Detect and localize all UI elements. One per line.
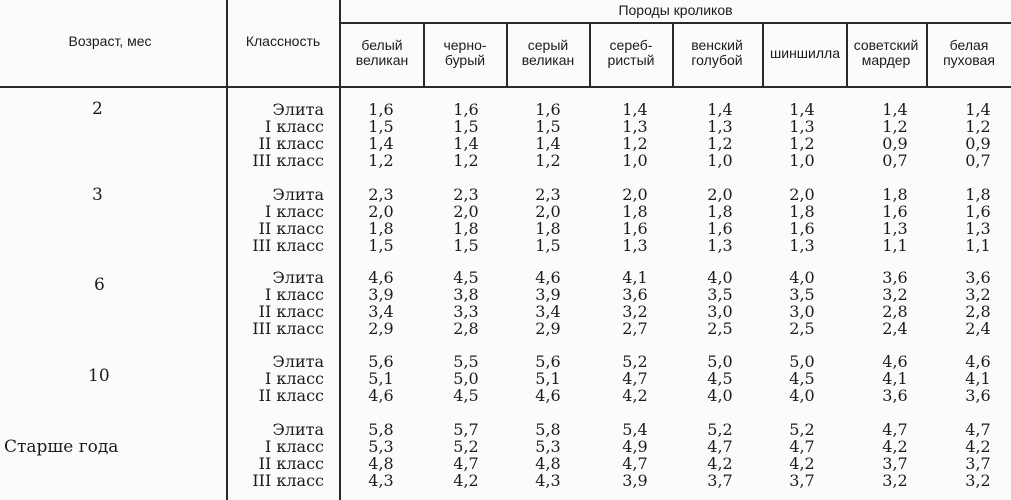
value-cell: 4,6 [368,386,394,405]
class-list [244,269,324,337]
value-cell: 1,3 [622,117,648,136]
divider-age-class [226,0,228,500]
value-cell: 3,6 [882,386,908,405]
breeds-title-rule [339,22,1011,24]
class-label: Элита [272,100,324,119]
value-cell: 3,2 [965,471,991,490]
value-cell: 4,2 [882,437,908,456]
value-cell: 2,0 [622,185,648,204]
class-label: III класс [252,471,324,490]
breeds-title: Породы кроликов [618,2,733,18]
age-label: 3 [92,185,103,205]
value-column [688,101,752,169]
value-cell: 1,3 [882,219,908,238]
value-column [349,421,413,489]
value-column [516,269,580,337]
breed-divider [672,22,674,86]
value-cell: 1,4 [789,100,815,119]
value-cell: 1,6 [368,100,394,119]
value-cell: 5,4 [622,420,648,439]
breed-divider [506,22,508,86]
value-column [770,101,834,169]
value-cell: 4,7 [789,437,815,456]
divider-class-breeds [339,0,341,500]
value-column [688,353,752,404]
value-cell: 4,6 [965,352,991,371]
value-column [516,186,580,254]
value-cell: 1,2 [707,134,733,153]
value-cell: 3,4 [535,302,561,321]
value-cell: 3,2 [882,471,908,490]
class-list [244,186,324,254]
value-cell: 3,8 [453,285,479,304]
class-label: Элита [272,420,324,439]
value-cell: 4,7 [453,454,479,473]
value-cell: 1,2 [535,151,561,170]
age-label: 10 [88,366,110,386]
value-cell: 4,9 [622,437,648,456]
value-cell: 3,7 [965,454,991,473]
value-column [688,421,752,489]
value-column [603,186,667,254]
value-cell: 1,6 [622,219,648,238]
value-cell: 4,6 [535,268,561,287]
breed-header: серый великан [521,37,575,68]
value-cell: 1,4 [882,100,908,119]
class-label: I класс [264,437,324,456]
class-header: Классность [245,33,321,49]
value-cell: 3,6 [965,268,991,287]
value-cell: 1,8 [965,185,991,204]
value-cell: 5,6 [368,352,394,371]
value-cell: 5,2 [707,420,733,439]
value-cell: 2,8 [453,319,479,338]
value-column [770,421,834,489]
value-column [863,269,927,337]
class-label: Элита [272,185,324,204]
value-cell: 3,7 [882,454,908,473]
value-cell: 1,0 [622,151,648,170]
value-column [770,353,834,404]
breed-header: белый великан [355,37,409,68]
value-cell: 3,9 [535,285,561,304]
value-cell: 4,7 [965,420,991,439]
value-cell: 4,6 [882,352,908,371]
value-cell: 5,2 [789,420,815,439]
value-column [770,269,834,337]
value-column [946,101,1010,169]
value-cell: 1,6 [882,202,908,221]
class-label: Элита [272,268,324,287]
value-column [434,101,498,169]
value-cell: 2,3 [535,185,561,204]
value-cell: 1,1 [882,236,908,255]
value-cell: 1,2 [965,117,991,136]
value-cell: 4,2 [965,437,991,456]
value-cell: 1,2 [789,134,815,153]
value-cell: 3,7 [707,471,733,490]
value-column [688,186,752,254]
value-cell: 2,0 [535,202,561,221]
value-cell: 1,4 [368,134,394,153]
value-cell: 1,5 [453,117,479,136]
value-cell: 0,7 [882,151,908,170]
value-cell: 5,0 [453,369,479,388]
value-cell: 2,5 [707,319,733,338]
class-label: I класс [264,117,324,136]
value-cell: 4,5 [453,268,479,287]
value-cell: 1,8 [882,185,908,204]
value-cell: 1,5 [453,236,479,255]
value-cell: 3,2 [965,285,991,304]
value-cell: 2,4 [965,319,991,338]
value-column [688,269,752,337]
value-column [946,186,1010,254]
value-cell: 1,1 [965,236,991,255]
value-cell: 2,3 [453,185,479,204]
value-column [863,353,927,404]
class-label: I класс [264,369,324,388]
value-cell: 1,8 [368,219,394,238]
value-cell: 3,2 [882,285,908,304]
value-cell: 1,3 [707,236,733,255]
value-cell: 4,8 [368,454,394,473]
value-cell: 5,2 [453,437,479,456]
class-label: I класс [264,202,324,221]
value-cell: 5,5 [453,352,479,371]
value-cell: 4,7 [622,369,648,388]
age-header: Возраст, мес [68,33,152,49]
value-column [349,353,413,404]
value-column [603,101,667,169]
value-cell: 3,6 [965,386,991,405]
value-cell: 2,8 [965,302,991,321]
value-cell: 4,0 [789,386,815,405]
value-cell: 4,3 [368,471,394,490]
value-cell: 1,5 [368,117,394,136]
value-cell: 2,0 [368,202,394,221]
value-cell: 1,0 [707,151,733,170]
value-cell: 2,8 [882,302,908,321]
value-cell: 1,3 [707,117,733,136]
value-column [603,353,667,404]
value-column [349,186,413,254]
value-column [516,421,580,489]
value-cell: 5,8 [368,420,394,439]
value-cell: 3,3 [453,302,479,321]
value-cell: 4,0 [707,386,733,405]
class-list [244,353,324,404]
value-cell: 1,5 [535,236,561,255]
class-list [244,101,324,169]
value-cell: 1,8 [535,219,561,238]
age-label: 2 [92,99,103,119]
value-column [349,101,413,169]
value-column [946,421,1010,489]
value-cell: 1,5 [535,117,561,136]
value-cell: 0,9 [882,134,908,153]
value-cell: 2,5 [789,319,815,338]
value-cell: 4,2 [622,386,648,405]
value-cell: 5,0 [789,352,815,371]
value-cell: 4,0 [707,268,733,287]
value-cell: 4,1 [882,369,908,388]
value-cell: 2,4 [882,319,908,338]
value-cell: 3,6 [622,285,648,304]
value-cell: 3,5 [707,285,733,304]
value-cell: 1,5 [368,236,394,255]
value-cell: 4,5 [453,386,479,405]
value-cell: 2,9 [535,319,561,338]
value-column [516,101,580,169]
breed-divider [589,22,591,86]
value-cell: 2,0 [789,185,815,204]
value-column [863,421,927,489]
class-label: II класс [258,219,324,238]
breed-header: сереб-ристый [607,37,655,68]
value-cell: 5,3 [535,437,561,456]
value-cell: 1,2 [453,151,479,170]
class-list [244,421,324,489]
value-cell: 1,0 [789,151,815,170]
value-cell: 1,3 [622,236,648,255]
value-cell: 4,6 [535,386,561,405]
value-cell: 1,3 [965,219,991,238]
value-column [770,186,834,254]
breed-header: белая пуховая [943,37,995,68]
value-cell: 1,4 [535,134,561,153]
value-cell: 4,7 [707,437,733,456]
value-cell: 1,2 [368,151,394,170]
value-cell: 5,1 [368,369,394,388]
value-cell: 1,8 [453,219,479,238]
value-cell: 1,3 [789,117,815,136]
value-cell: 1,6 [965,202,991,221]
value-cell: 1,2 [882,117,908,136]
value-cell: 1,8 [622,202,648,221]
class-label: II класс [258,302,324,321]
value-column [863,186,927,254]
value-cell: 3,7 [789,471,815,490]
value-cell: 2,3 [368,185,394,204]
value-cell: 5,3 [368,437,394,456]
value-cell: 1,2 [622,134,648,153]
value-cell: 1,3 [789,236,815,255]
value-cell: 1,4 [965,100,991,119]
value-cell: 4,8 [535,454,561,473]
value-cell: 3,2 [622,302,648,321]
value-cell: 4,2 [789,454,815,473]
value-cell: 4,2 [453,471,479,490]
value-cell: 3,9 [622,471,648,490]
value-cell: 3,0 [789,302,815,321]
value-cell: 0,7 [965,151,991,170]
value-cell: 3,9 [368,285,394,304]
breed-header: шиншилла [770,45,840,61]
breed-divider [423,22,425,86]
value-cell: 3,5 [789,285,815,304]
value-cell: 2,0 [707,185,733,204]
class-label: II класс [258,454,324,473]
value-cell: 1,4 [453,134,479,153]
value-cell: 2,7 [622,319,648,338]
class-label: III класс [252,151,324,170]
value-cell: 4,0 [789,268,815,287]
value-cell: 4,7 [882,420,908,439]
value-cell: 5,1 [535,369,561,388]
class-label: II класс [258,134,324,153]
value-cell: 2,9 [368,319,394,338]
value-cell: 1,6 [535,100,561,119]
value-cell: 1,6 [453,100,479,119]
value-column [434,421,498,489]
class-label: III класс [252,236,324,255]
value-column [603,421,667,489]
value-cell: 1,4 [622,100,648,119]
value-cell: 4,5 [707,369,733,388]
value-cell: 1,6 [707,219,733,238]
value-cell: 2,0 [453,202,479,221]
breed-header: черно-бурый [443,37,487,68]
value-column [349,269,413,337]
class-label: III класс [252,319,324,338]
value-cell: 4,1 [622,268,648,287]
value-cell: 5,7 [453,420,479,439]
value-column [946,353,1010,404]
value-cell: 4,3 [535,471,561,490]
value-cell: 0,9 [965,134,991,153]
value-column [603,269,667,337]
value-cell: 1,6 [789,219,815,238]
value-cell: 3,4 [368,302,394,321]
value-cell: 5,8 [535,420,561,439]
age-label: 6 [94,275,105,295]
value-cell: 4,1 [965,369,991,388]
value-column [434,269,498,337]
age-label: Старше года [4,437,119,457]
breed-header: венский голубой [691,37,743,68]
value-cell: 5,0 [707,352,733,371]
value-cell: 1,8 [707,202,733,221]
header-bottom-rule [0,86,1011,88]
value-cell: 4,2 [707,454,733,473]
class-label: I класс [264,285,324,304]
breed-header: советский мардер [853,37,919,68]
value-cell: 3,6 [882,268,908,287]
class-label: II класс [258,386,324,405]
value-column [434,186,498,254]
value-cell: 4,5 [789,369,815,388]
value-cell: 5,6 [535,352,561,371]
value-cell: 1,8 [789,202,815,221]
value-column [946,269,1010,337]
value-cell: 1,4 [707,100,733,119]
value-column [863,101,927,169]
value-cell: 4,6 [368,268,394,287]
value-cell: 3,0 [707,302,733,321]
value-column [434,353,498,404]
value-column [516,353,580,404]
value-cell: 4,7 [622,454,648,473]
value-cell: 5,2 [622,352,648,371]
class-label: Элита [272,352,324,371]
